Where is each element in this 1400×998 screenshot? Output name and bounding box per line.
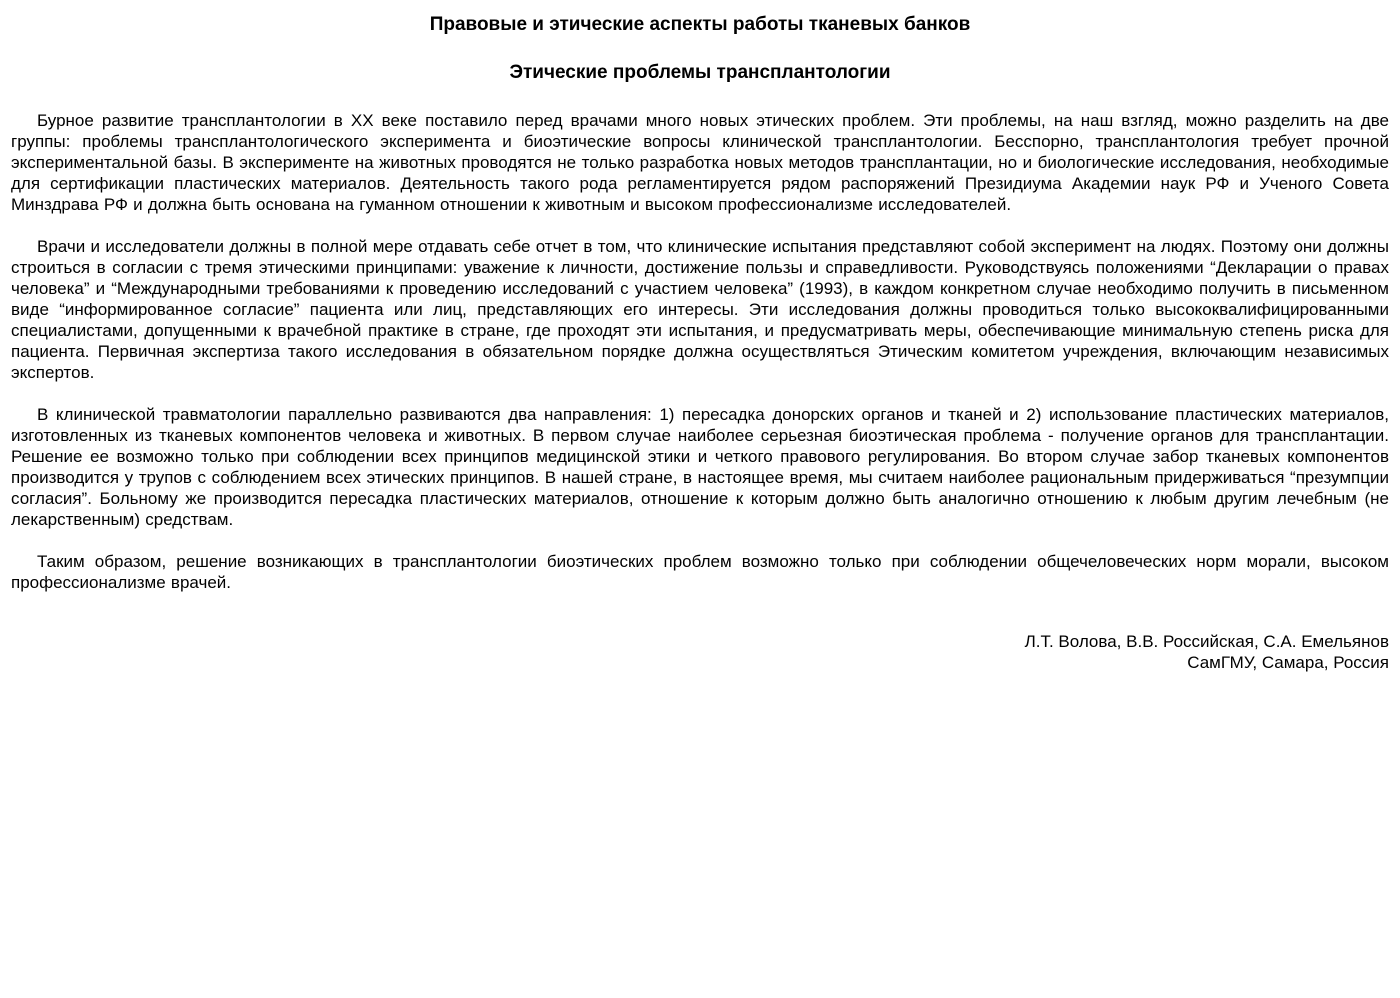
paragraph-clinical-traumatology-directions: В клинической травматологии параллельно развиваются два направления: 1) пересадка донорских органов и тканей и 2) использование пластических материалов, изготовленных из тканевых компонентов человека и животных. В первом случае наиболее серьезная биоэтическая проблема - получение органов для трансплантации. Решение ее возможно только при соблюдении всех принципов медицинской этики и четкого правового регулирования. Во втором случае забор тканевых компонентов производится у трупов с соблюдением всех этических принципов. В нашей стране, в настоящее время, мы считаем наиболее рациональным придерживаться “презумпции согласия”. Больному же производится пересадка пластических материалов, отношение к которым должно быть аналогично отношению к любым другим лечебным (не лекарственным) средствам.	[11, 405, 1389, 529]
document-title: Правовые и этические аспекты работы тканевых банков	[429, 14, 971, 35]
signature-block	[11, 631, 1389, 673]
document-subtitle: Этические проблемы трансплантологии	[509, 62, 891, 83]
paragraph-clinical-trials-ethics: Врачи и исследователи должны в полной мере отдавать себе отчет в том, что клинические испытания представляют собой эксперимент на людях. Поэтому они должны строиться в согласии с тремя этическими принципами: уважение к личности, достижение пользы и справедливости. Руководствуясь положениями “Декларации о правах человека” и “Международными требованиями к проведению исследований с участием человека” (1993), в каждом конкретном случае необходимо получить в письменном виде “информированное согласие” пациента или лиц, представляющих его интересы. Эти исследования должны проводиться только высококвалифицированными специалистами, допущенными к врачебной практике в стране, где проходят эти испытания, и предусматривать меры, обеспечивающие минимальную степень риска для пациента. Первичная экспертиза такого исследования в обязательном порядке должна осуществляться Этическим комитетом учреждения, включающим независимых экспертов.	[11, 237, 1389, 382]
paragraph-development-of-transplantology: Бурное развитие трансплантологии в XX веке поставило перед врачами много новых этических проблем. Эти проблемы, на наш взгляд, можно разделить на две группы: проблемы трансплантологического эксперимента и биоэтические вопросы клинической трансплантологии. Бесспорно, трансплантология требует прочной экспериментальной базы. В эксперименте на животных проводятся не только разработка новых методов трансплантации, но и биологические исследования, необходимые для сертификации пластических материалов. Деятельность такого рода регламентируется рядом распоряжений Президиума Академии наук РФ и Ученого Совета Минздрава РФ и должна быть основана на гуманном отношении к животным и высоком профессионализме исследователей.	[11, 111, 1389, 214]
affiliation-line: СамГМУ, Самара, Россия	[1187, 653, 1389, 672]
authors-line: Л.Т. Волова, В.В. Российская, С.А. Емельянов	[1024, 632, 1389, 651]
paragraph-conclusion: Таким образом, решение возникающих в трансплантологии биоэтических проблем возможно только при соблюдении общечеловеческих норм морали, высоком профессионализме врачей.	[11, 552, 1389, 592]
